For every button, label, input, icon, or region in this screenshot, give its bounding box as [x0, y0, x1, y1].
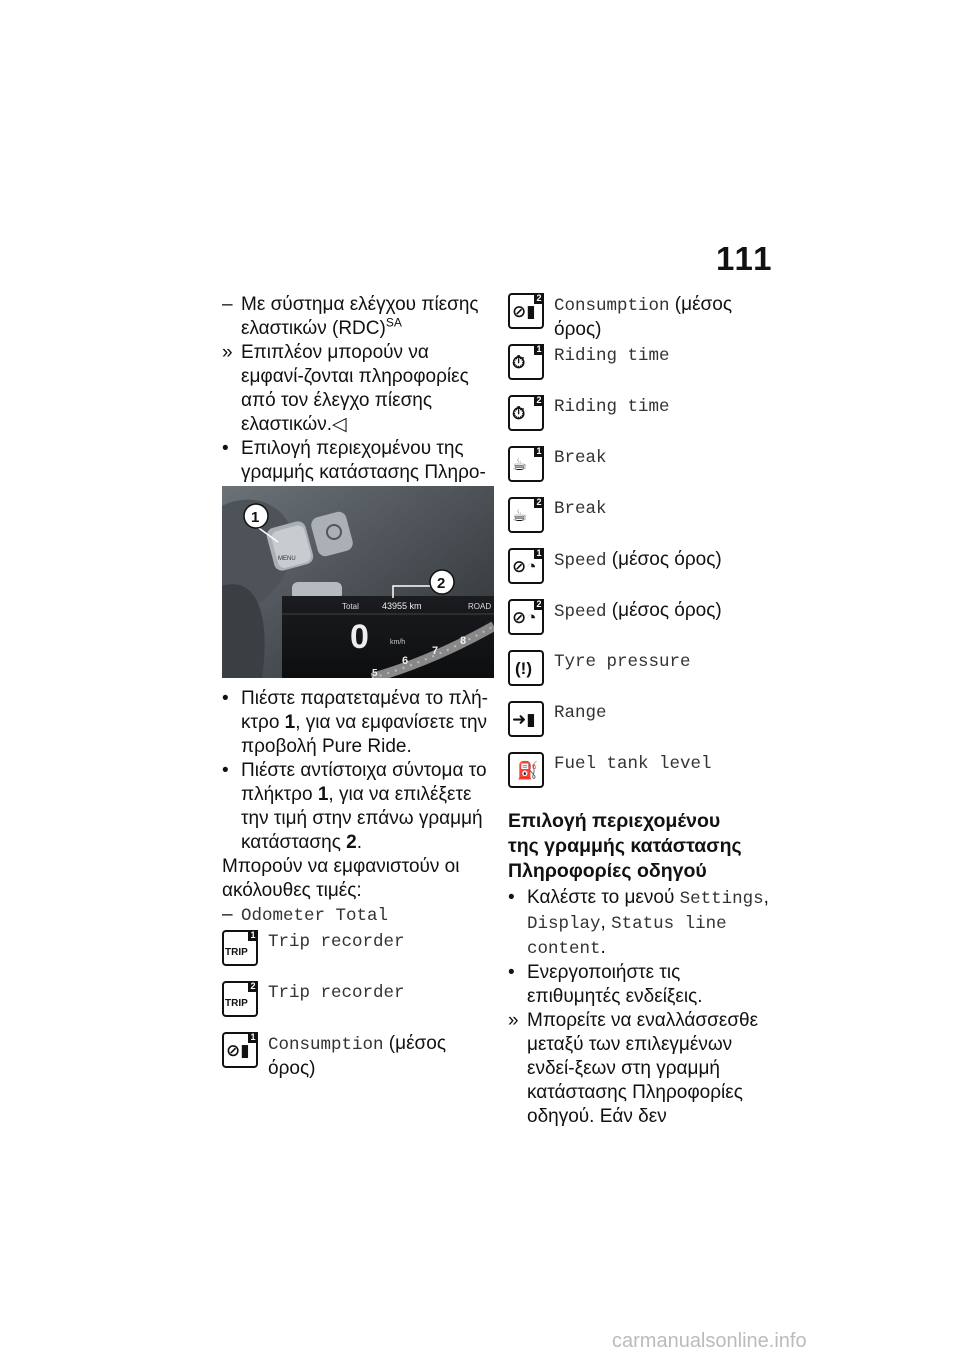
coffee-cup-1-icon: 1 ☕ [508, 446, 544, 482]
handlebar-display-photo [222, 486, 494, 678]
photo-tick-6: 6 [402, 655, 409, 667]
trip-1-icon: 1 TRIP [222, 930, 258, 966]
photo-illustration [222, 486, 494, 678]
trip1-row: 1 TRIP Trip recorder [222, 930, 494, 981]
average-speed-2-icon: 2 ⊘◔ [508, 599, 544, 635]
bullet-icon: • [222, 438, 229, 459]
right-column [508, 293, 778, 1129]
riding-time2-row: 2 ⏱ Riding time [508, 395, 778, 446]
speed1-row: 1 ⊘◔ Speed (μέσος όρος) [508, 548, 778, 599]
bullet-icon: • [508, 962, 515, 983]
photo-speed: 0 [350, 618, 369, 656]
select-content-item: • Επιλογή περιεχομένου της γραμμής κατάστασης Πληρο- [222, 437, 494, 509]
fuel-pump-icon: ⛽ [508, 752, 544, 788]
trip2-row: 2 TRIP Trip recorder [222, 981, 494, 1032]
photo-total-label: Total [342, 602, 359, 611]
odometer-item: – Odometer Total [222, 904, 389, 926]
speed2-row: 2 ⊘◔ Speed (μέσος όρος) [508, 599, 778, 650]
photo-menu-label: MENU [278, 556, 296, 562]
values-intro: Μπορούν να εμφανιστούν οι ακόλουθες τιμές: [222, 856, 460, 901]
trip-2-icon: 2 TRIP [222, 981, 258, 1017]
dash-marker: – [222, 904, 233, 925]
photo-tick-5: 5 [372, 668, 378, 678]
photo-kmh: km/h [390, 639, 406, 646]
left-column [222, 293, 494, 509]
note-marker: » [508, 1010, 519, 1031]
average-speed-1-icon: 1 ⊘◔ [508, 548, 544, 584]
break1-row: 1 ☕ Break [508, 446, 778, 497]
photo-tick-8: 8 [460, 635, 467, 647]
consumption2-row: 2 ⊘▮ Consumption (μέσος όρος) [508, 293, 778, 344]
range-fuel-icon: ➜▮ [508, 701, 544, 737]
tyre-row: (!) Tyre pressure [508, 650, 778, 701]
section-heading: Επιλογή περιεχομένου της γραμμής κατάστασης Πληροφορίες οδηγού [508, 810, 742, 882]
tyre-pressure-icon: (!) [508, 650, 544, 686]
switch-note: » Μπορείτε να εναλλάσσεσθε μεταξύ των επιλεγμένων ενδεί-ξεων στη γραμμή κατάστασης Πληροφορίες οδηγού. Εάν δεν [508, 1010, 759, 1127]
note-marker: » [222, 342, 233, 363]
photo-km-label: 43955 km [382, 601, 422, 611]
activate-item: • Ενεργοποιήστε τις επιθυμητές ενδείξεις. [508, 962, 703, 1007]
range-row: ➜▮ Range [508, 701, 778, 752]
photo-callout-1: 1 [251, 509, 260, 526]
stopwatch-2-icon: 2 ⏱ [508, 395, 544, 431]
press-short-item: • Πιέστε αντίστοιχα σύντομα το πλήκτρο 1, για να επιλέξετε την τιμή στην επάνω γραμμή κατάστασης 2. [222, 760, 487, 853]
press-long-item: • Πιέστε παρατεταμένα το πλή-κτρο 1, για να εμφανίσετε την προβολή Pure Ride. [222, 688, 488, 757]
bullet-icon: • [222, 688, 229, 709]
photo-road-label: ROAD [468, 602, 492, 611]
watermark: carmanualsonline.info [612, 1330, 807, 1352]
bullet-icon: • [508, 887, 515, 908]
photo-tick-7: 7 [432, 645, 439, 657]
rdc-condition: – Με σύστημα ελέγχου πίεσης ελαστικών (RDC)$^{SA}$ [222, 294, 479, 339]
consumption-2-icon: 2 ⊘▮ [508, 293, 544, 329]
rdc-note: » Επιπλέον μπορούν να εμφανί-ζονται πληροφορίες από τον έλεγχο πίεσης ελαστικών.◁ [222, 342, 469, 435]
left-column-lower [222, 687, 494, 1083]
call-menu-item: • Καλέστε το μενού Settings, Display, Status line content. [508, 887, 769, 959]
consumption-1-icon: 1 ⊘▮ [222, 1032, 258, 1068]
break2-row: 2 ☕ Break [508, 497, 778, 548]
coffee-cup-2-icon: 2 ☕ [508, 497, 544, 533]
bullet-icon: • [222, 760, 229, 781]
dash-marker: – [222, 294, 233, 315]
fuel-row: ⛽ Fuel tank level [508, 752, 778, 803]
riding-time1-row: 1 ⏱ Riding time [508, 344, 778, 395]
consumption1-row: 1 ⊘▮ Consumption (μέσος όρος) [222, 1032, 494, 1083]
page-number: 111 [716, 240, 774, 277]
stopwatch-1-icon: 1 ⏱ [508, 344, 544, 380]
photo-callout-2: 2 [437, 575, 446, 592]
